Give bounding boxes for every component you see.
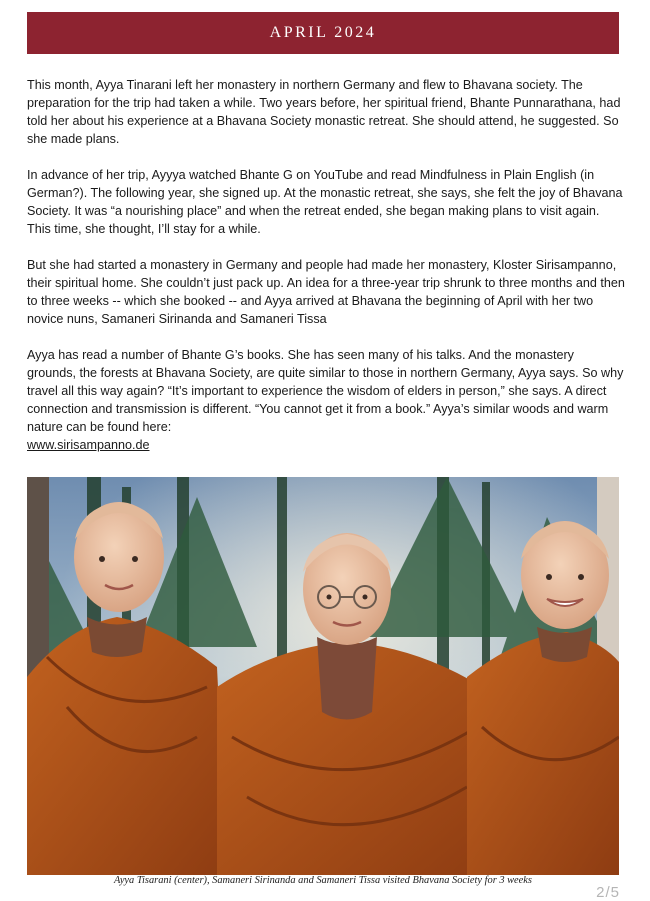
article-body bbox=[27, 76, 625, 454]
article-paragraph-3: But she had started a monastery in Germany and people had made her monastery, Kloster Sirisampanno, their spiritual home. She couldn’t just pack up. An idea for a three-year trip shrunk to three months and then to three weeks -- which she booked -- and Ayya arrived at Bhavana the beginning of April with her two novice nuns, Samaneri Sirinanda and Samaneri Tissa bbox=[27, 258, 625, 326]
page-title: APRIL 2024 bbox=[269, 24, 377, 41]
group-photo bbox=[27, 477, 619, 875]
article-paragraph-2: In advance of her trip, Ayyya watched Bhante G on YouTube and read Mindfulness in Plain English (in German?). The following year, she signed up. At the monastic retreat, she says, she felt the joy of Bhavana Society. It was “a nourishing place” and when the retreat ended, she began making plans to visit again. This time, she thought, I’ll stay for a while. bbox=[27, 168, 623, 236]
website-link[interactable]: www.sirisampanno.de bbox=[27, 438, 150, 452]
article-paragraph-1: This month, Ayya Tinarani left her monastery in northern Germany and flew to Bhavana society. The preparation for the trip had taken a while. Two years before, her spiritual friend, Bhante Punnarathana, had told her about his experience at a Bhavana Society monastic retreat. She should attend, he suggested. So she made plans. bbox=[27, 78, 621, 146]
header-banner bbox=[27, 12, 619, 54]
article-paragraph-4 bbox=[27, 346, 625, 454]
article-paragraph-4-text: Ayya has read a number of Bhante G’s books. She has seen many of his talks. And the monastery grounds, the forests at Bhavana Society, are quite similar to those in northern Germany, Ayya says. So why travel all this way again? “It’s important to experience the wisdom of elders in person,” she says. A direct connection and transmission is different. “You cannot get it from a book.” Ayya’s similar woods and warm nature can be found here: bbox=[27, 348, 624, 434]
group-photo-illustration bbox=[27, 477, 619, 875]
photo-caption: Ayya Tisarani (center), Samaneri Sirinanda and Samaneri Tissa visited Bhavana Society for 3 weeks bbox=[114, 875, 532, 886]
page-number: 2/5 bbox=[596, 884, 620, 901]
